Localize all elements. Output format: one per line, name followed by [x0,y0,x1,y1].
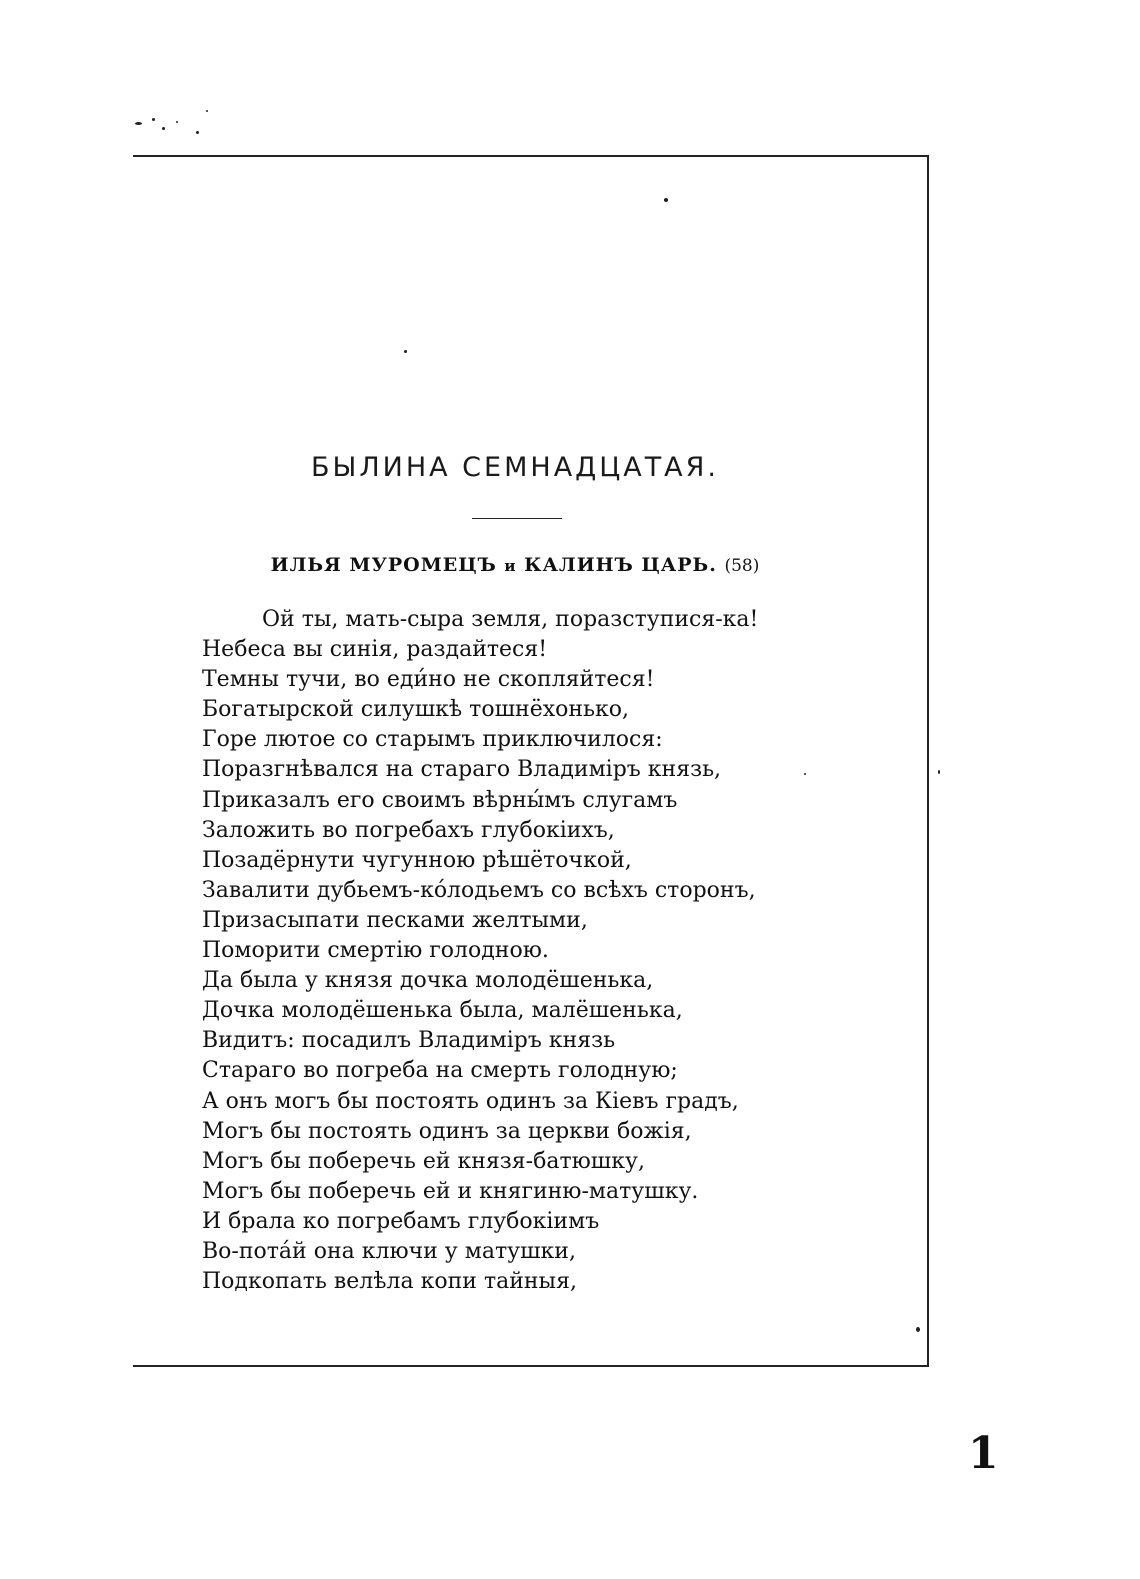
scan-speck [176,121,178,123]
footnote-reference: (58) [724,556,760,576]
poem-line: Видитъ: посадилъ Владиміръ князь [202,1028,616,1054]
poem-line: Во-пота́й она ключи у матушки, [202,1238,576,1264]
poem-line: Дочка молодёшенька была, малёшенька, [202,998,683,1024]
subtitle-tsar-name: КАЛИНЪ ЦАРЬ. [524,554,717,576]
poem-line: Да была у князя дочка молодёшенька, [202,968,654,994]
frame-bottom-rule [133,1365,929,1367]
poem-line: Позадёрнути чугунною рѣшёточкой, [202,847,632,873]
poem-line: Завалити дубьемъ-ко́лодьемъ со всѣхъ сторонъ, [202,877,756,903]
scan-speck [206,110,208,112]
scan-speck [404,350,407,353]
poem-line: А онъ могъ бы постоять одинъ за Кіевъ градъ, [202,1088,739,1114]
scan-speck [938,770,940,774]
subtitle-conjunction: и [504,557,517,575]
chapter-title: БЫЛИНА СЕМНАДЦАТАЯ. [310,452,719,483]
title-separator-rule [472,518,562,519]
scan-speck [804,773,806,775]
subtitle-hero-name: ИЛЬЯ МУРОМЕЦЪ [270,554,497,576]
scan-speck [162,127,165,130]
scan-speck [916,1327,920,1332]
chapter-subtitle [200,554,830,576]
poem-line: Призасыпати песками желтыми, [202,907,588,933]
poem-line: Стараго во погреба на смерть голодную; [202,1058,678,1084]
frame-top-rule [133,155,928,157]
poem-verse-lines [202,605,758,1297]
poem-line: Темны тучи, во еди́но не скопляйтеся! [202,667,655,693]
poem-line: И брала ко погребамъ глубокіимъ [202,1208,600,1234]
poem-line: Приказалъ его своимъ вѣрны́мъ слугамъ [202,787,678,813]
frame-right-rule [927,155,929,1367]
page-edge-mark: 1 [968,1428,999,1479]
poem-line: Подкопать велѣла копи тайныя, [202,1269,577,1295]
poem-line: Небеса вы синія, раздайтеся! [202,637,548,663]
poem-line: Горе лютое со старымъ приключилося: [202,727,663,753]
poem-line: Заложить во погребахъ глубокіихъ, [202,817,615,843]
scan-speck [152,118,155,121]
poem-line: Могъ бы постоять одинъ за церкви божія, [202,1118,692,1144]
poem-line: Богатырской силушкѣ тошнёхонько, [202,697,629,723]
poem-line: Могъ бы поберечь ей и княгиню-матушку. [202,1178,699,1204]
poem-line: Поразгнѣвался на стараго Владиміръ князь, [202,757,722,783]
scan-speck [196,131,199,134]
poem-line: Поморити смертію голодною. [202,938,549,964]
scan-speck [664,198,668,202]
poem-line: Ой ты, мать-сыра земля, поразступися-ка! [262,607,759,632]
scan-speck [135,122,142,125]
poem-line: Могъ бы поберечь ей князя-батюшку, [202,1148,645,1174]
